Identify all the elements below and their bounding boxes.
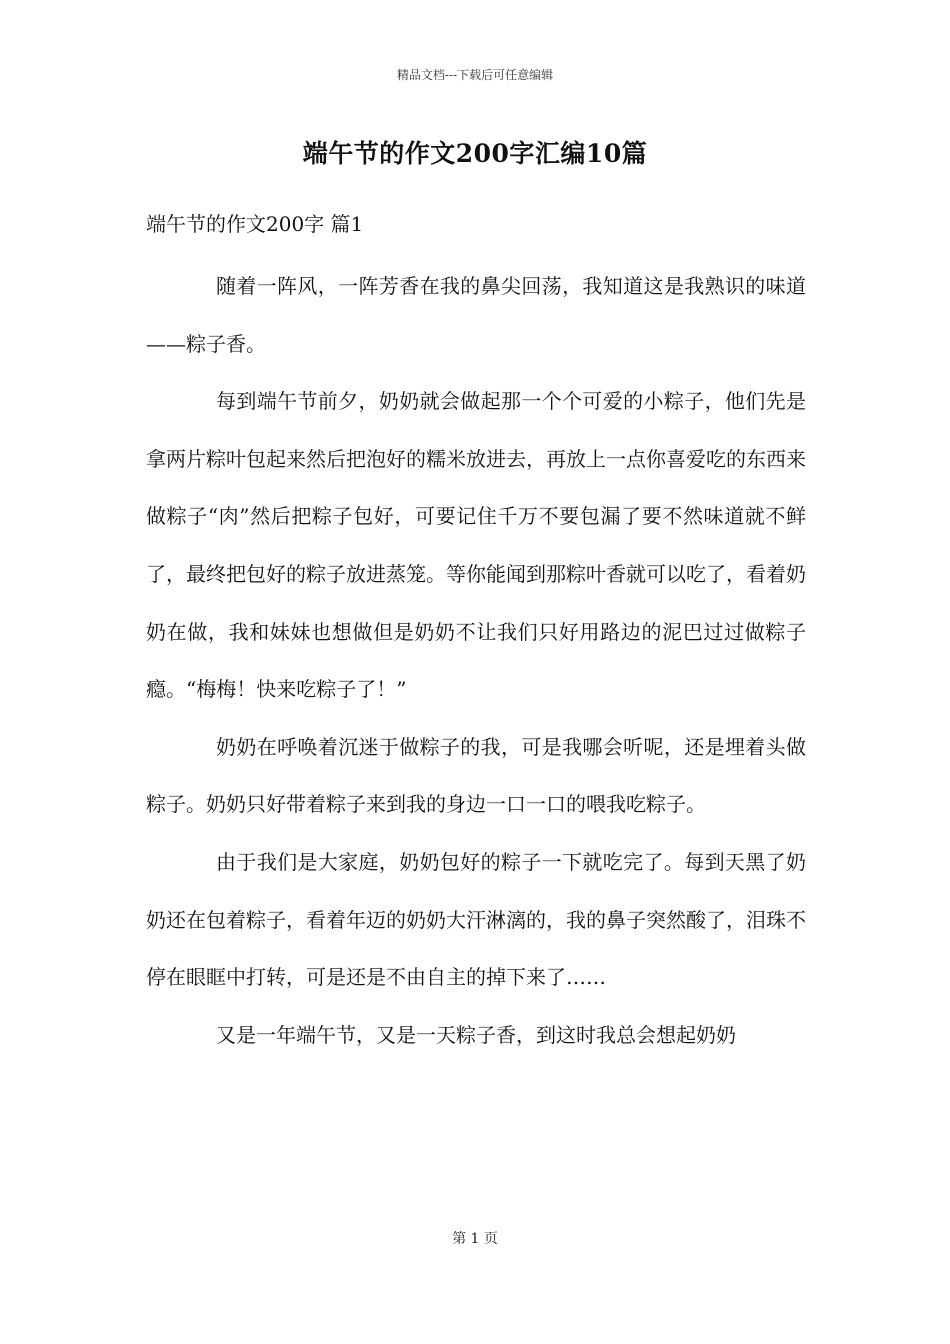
paragraph: 奶奶在呼唤着沉迷于做粽子的我，可是我哪会听呢，还是埋着头做粽子。奶奶只好带着粽子来到我的身边一口一口的喂我吃粽子。 <box>146 734 806 817</box>
paragraph: 随着一阵风，一阵芳香在我的鼻尖回荡，我知道这是我熟识的味道——粽子香。 <box>146 274 806 356</box>
page-number: 第 1 页 <box>452 1231 498 1247</box>
paragraph: 由于我们是大家庭，奶奶包好的粽子一下就吃完了。每到天黑了奶奶还在包着粽子，看着年迈的奶奶大汗淋漓的，我的鼻子突然酸了，泪珠不停在眼眶中打转，可是还是不由自主的掉下来了…… <box>146 849 806 990</box>
document-body <box>146 258 806 1064</box>
document-title: 端午节的作文200字汇编10篇 <box>302 139 648 168</box>
paragraph: 每到端午节前夕，奶奶就会做起那一个个可爱的小粽子，他们先是拿两片粽叶包起来然后把泡好的糯米放进去，再放上一点你喜爱吃的东西来做粽子“肉”然后把粽子包好，可要记住千万不要包漏了要不然味道就不鲜了，最终把包好的粽子放进蒸笼。等你能闻到那粽叶香就可以吃了，看着奶奶在做，我和妹妹也想做但是奶奶不让我们只好用路边的泥巴过过做粽子瘾。“梅梅！快来吃粽子了！” <box>146 389 806 702</box>
paragraph: 又是一年端午节，又是一天粽子香，到这时我总会想起奶奶 <box>216 1022 736 1047</box>
header-note: 精品文档---下载后可任意编辑 <box>396 68 554 82</box>
section-heading: 端午节的作文200字 篇1 <box>146 212 364 236</box>
